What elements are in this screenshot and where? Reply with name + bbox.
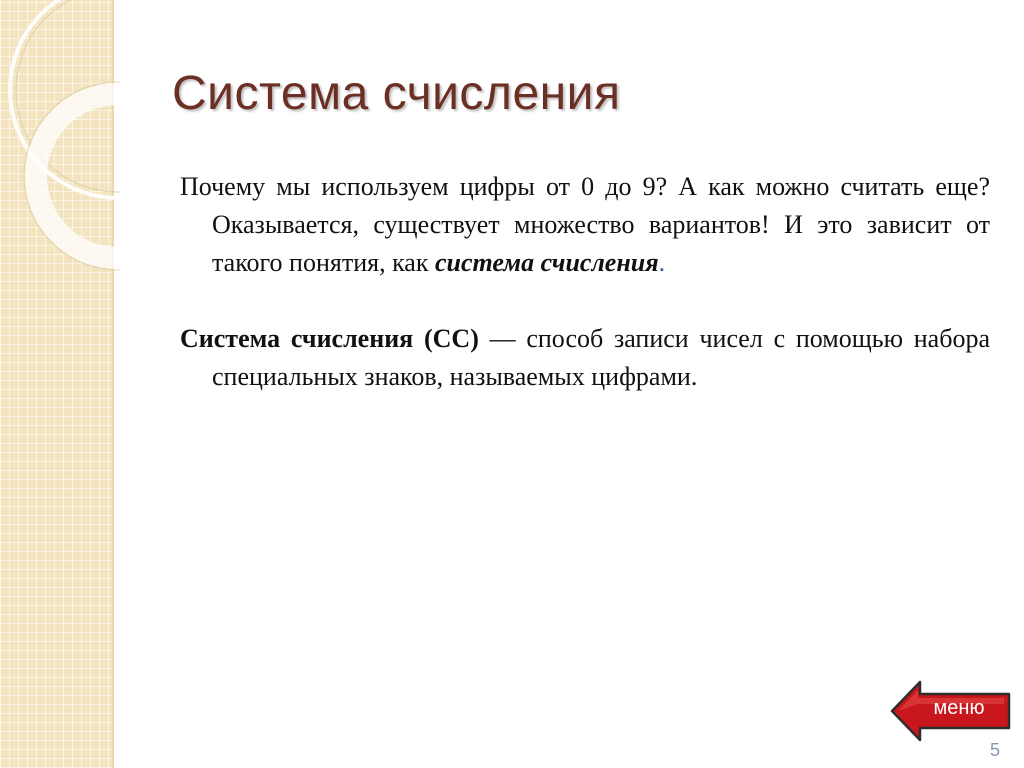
definition-term: Система счисления (СС) xyxy=(180,324,479,353)
definition-text: — способ записи чисел с помощью набора специальных знаков, называемых цифрами. xyxy=(212,324,990,391)
page-number: 5 xyxy=(989,740,1000,760)
paragraph-definition xyxy=(180,320,990,396)
menu-button[interactable] xyxy=(888,680,1012,742)
menu-label: меню xyxy=(933,697,985,719)
paragraph-question xyxy=(180,168,990,282)
term-emphasis: система счисления xyxy=(434,248,659,277)
paragraph-end: . xyxy=(658,248,666,277)
decorative-circles xyxy=(0,0,120,300)
page-title: Система счисления xyxy=(172,67,621,120)
slide-content xyxy=(180,168,990,396)
paragraph-text: Почему мы используем цифры от 0 до 9? А как можно считать еще? Оказывается, существует множество вариантов! И это зависит от такого понятия, как xyxy=(180,172,990,277)
